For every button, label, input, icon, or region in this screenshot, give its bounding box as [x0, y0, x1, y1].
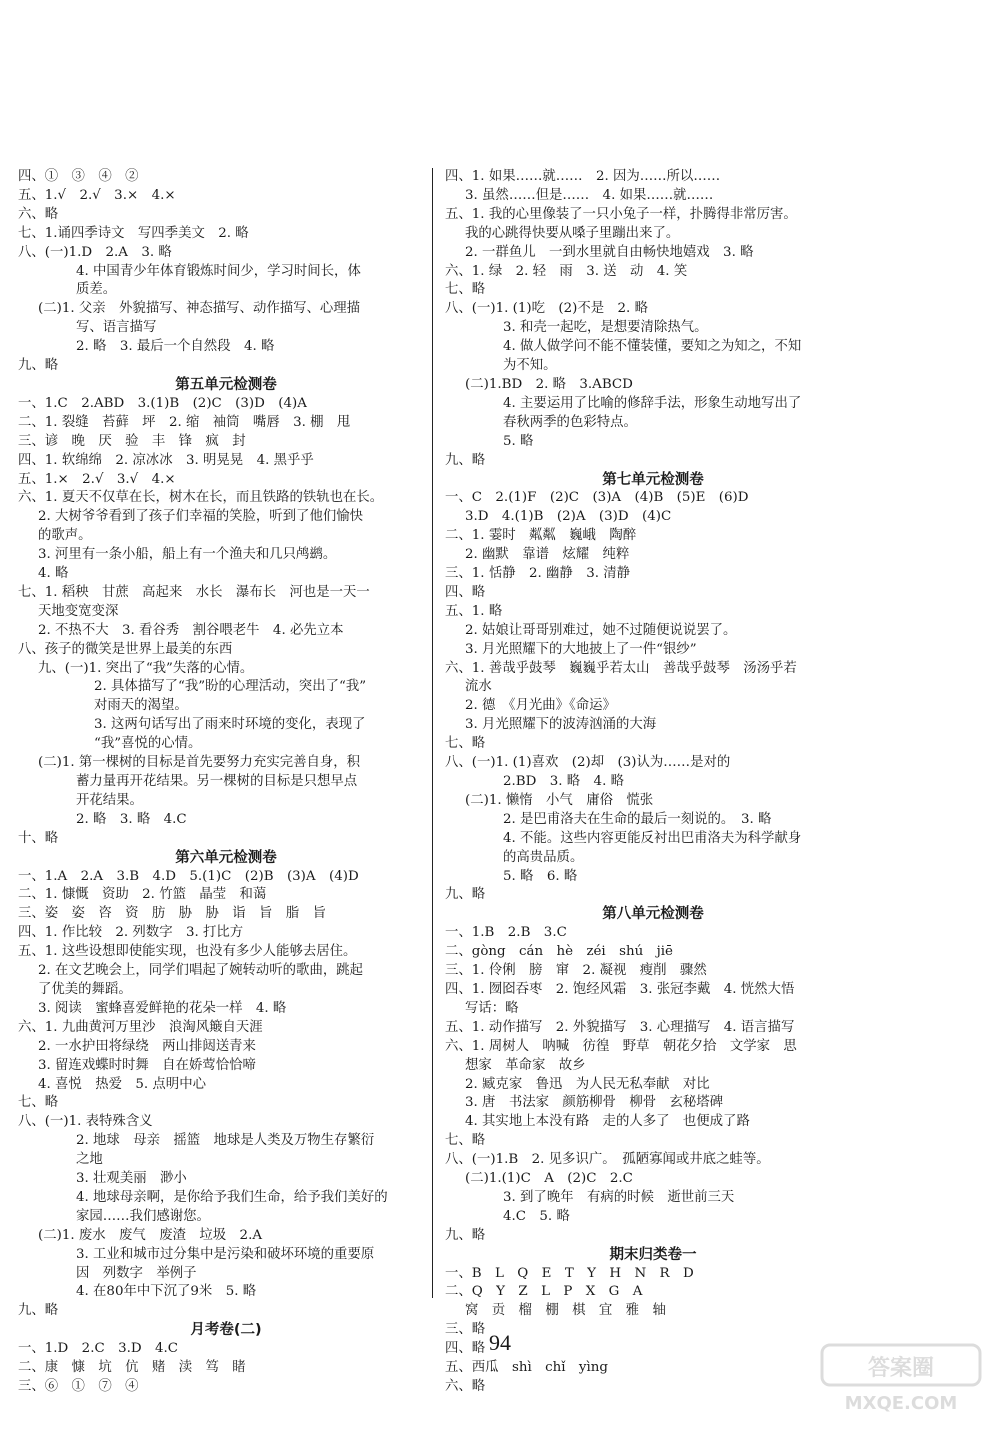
answer-line: 3. 工业和城市过分集中是污染和破坏环境的重要原 — [76, 1246, 375, 1262]
answer-line: 3. 壮观美丽 渺小 — [76, 1171, 187, 1187]
answer-line: 4. 主要运用了比喻的修辞手法，形象生动地写出了 — [503, 395, 802, 411]
answer-line: 2. 地球 母亲 摇篮 地球是人类及万物生存繁衍 — [76, 1133, 375, 1149]
answer-line: 质差。 — [76, 282, 117, 298]
answer-line: 一、1.C 2.ABD 3.(1)B (2)C (3)D (4)A — [18, 395, 307, 411]
answer-line: 3.D 4.(1)B (2)A (3)D (4)C — [465, 509, 672, 525]
answer-line: 写、语言描写 — [76, 320, 157, 336]
answer-line: 窝 贡 榴 棚 棋 宜 雅 轴 — [465, 1303, 666, 1319]
svg-text:答案圈: 答案圈 — [867, 1356, 935, 1381]
answer-line: (二)1. 第一棵树的目标是首先要努力充实完善自身，积 — [38, 755, 361, 771]
answer-line: 4. 不能。这些内容更能反衬出巴甫洛夫为科学献身 — [503, 830, 802, 846]
section-title: 第八单元检测卷 — [602, 906, 704, 923]
answer-line: 为不知。 — [503, 358, 557, 374]
answer-line: 二、gòng cán hè zéi shú jiē — [445, 944, 673, 960]
answer-line: 四、① ③ ④ ② — [18, 169, 139, 184]
answer-line: 一、1.D 2.C 3.D 4.C — [18, 1341, 179, 1357]
answer-line: 之地 — [76, 1152, 103, 1168]
answer-line: 3. 月光照耀下的波涛汹涌的大海 — [465, 717, 657, 733]
answer-line: 六、略 — [18, 206, 59, 222]
answer-line: 八、(一)1.D 2.A 3. 略 — [18, 244, 172, 260]
section-title: 月考卷(二) — [190, 1322, 262, 1339]
page-number: 94 — [489, 1330, 511, 1355]
answer-line: 4. 地球母亲啊，是你给予我们生命，给予我们美好的 — [76, 1189, 388, 1205]
answer-line: 5. 略 — [503, 433, 534, 449]
answer-line: 流水 — [465, 679, 492, 695]
answer-line: 七、1. 稻秧 甘蔗 高起来 水长 瀑布长 河也是一天一 — [18, 584, 370, 600]
section-title: 第七单元检测卷 — [602, 471, 704, 488]
answer-line: 2. 德 《月光曲》《命运》 — [465, 698, 616, 714]
answer-line: 五、西瓜 shì chǐ yìng — [445, 1360, 608, 1376]
section-title: 第五单元检测卷 — [175, 376, 277, 393]
answer-line: 2. 在文艺晚会上，同学们唱起了婉转动听的歌曲，跳起 — [38, 963, 364, 979]
section-title: 第六单元检测卷 — [175, 849, 277, 866]
answer-line: 4.C 5. 略 — [503, 1208, 570, 1224]
answer-line: (二)1. 废水 废气 废渣 垃圾 2.A — [38, 1227, 263, 1243]
answer-line: 七、略 — [18, 1095, 59, 1111]
answer-line: 2. 是巴甫洛夫在生命的最后一刻说的。 3. 略 — [503, 811, 772, 827]
answer-line: 四、略 — [445, 1341, 486, 1357]
answer-line: 四、1. 软绵绵 2. 凉冰冰 3. 明晃晃 4. 黑乎乎 — [18, 452, 314, 468]
answer-line: 三、1. 恬静 2. 幽静 3. 清静 — [445, 566, 631, 582]
answer-line: 蓄力量再开花结果。另一棵树的目标是只想早点 — [76, 774, 358, 789]
answer-line: 九、略 — [18, 358, 59, 374]
answer-line: 二、1. 霎时 粼粼 巍峨 陶醉 — [445, 528, 637, 544]
answer-line: 想家 革命家 故乡 — [465, 1057, 586, 1073]
right-answer-column — [445, 168, 861, 1397]
answer-line: 五、1.√ 2.√ 3.× 4.× — [18, 187, 176, 203]
answer-line: 对雨天的渴望。 — [94, 698, 188, 714]
answer-line: 五、1.× 2.√ 3.√ 4.× — [18, 471, 176, 487]
answer-line: 八、(一)1.B 2. 见多识广。 孤陋寡闻或井底之蛙等。 — [445, 1152, 770, 1168]
answer-line: 2. 一群鱼儿 一到水里就自由畅快地嬉戏 3. 略 — [465, 244, 754, 260]
answer-line: 4. 中国青少年体育锻炼时间少，学习时间长，体 — [76, 263, 361, 279]
answer-line: 七、略 — [445, 282, 486, 298]
answer-line: 2. 大树爷爷看到了孩子们幸福的笑脸，听到了他们愉快 — [38, 509, 364, 525]
answer-line: 2. 一水护田将绿绕 两山排闼送青来 — [38, 1038, 256, 1054]
answer-line: 的歌声。 — [38, 528, 92, 544]
answer-line: 三、⑥ ① ⑦ ④ — [18, 1379, 139, 1394]
answer-line: 一、C 2.(1)F (2)C (3)A (4)B (5)E (6)D — [445, 490, 749, 506]
answer-line: 九、略 — [445, 887, 486, 903]
answer-line: 七、1.诵四季诗文 写四季美文 2. 略 — [18, 225, 249, 241]
answer-line: 八、(一)1. (1)吃 (2)不是 2. 略 — [445, 301, 648, 317]
answer-line: 七、略 — [445, 1133, 486, 1149]
answer-line: 写话：略 — [465, 1000, 519, 1016]
answer-line: 4. 喜悦 热爱 5. 点明中心 — [38, 1076, 206, 1092]
answer-line: 五、1. 我的心里像装了一只小兔子一样，扑腾得非常厉害。 — [445, 206, 797, 222]
answer-line: 三、略 — [445, 1322, 486, 1338]
answer-line: 3. 虽然……但是…… 4. 如果……就…… — [465, 187, 714, 203]
answer-line: 2. 臧克家 鲁迅 为人民无私奉献 对比 — [465, 1076, 710, 1092]
answer-line: 2. 略 3. 最后一个自然段 4. 略 — [76, 339, 275, 355]
answer-line: 三、1. 伶俐 膀 窜 2. 凝视 瘦削 骤然 — [445, 963, 707, 979]
answer-line: 四、略 — [445, 584, 486, 600]
answer-line: 六、1. 九曲黄河万里沙 浪淘风簸自天涯 — [18, 1019, 263, 1035]
answer-line: 四、1. 作比较 2. 列数字 3. 打比方 — [18, 925, 244, 941]
answer-line: 三、谚 晚 厌 验 丰 锋 疯 封 — [18, 433, 246, 449]
answer-line: 九、(一)1. 突出了“我”失落的心情。 — [38, 660, 254, 676]
answer-line: 五、1. 略 — [445, 603, 503, 619]
answer-line: 因 列数字 举例子 — [76, 1265, 197, 1281]
answer-line: 一、1.B 2.B 3.C — [445, 925, 567, 941]
answer-line: 五、1. 动作描写 2. 外貌描写 3. 心理描写 4. 语言描写 — [445, 1019, 795, 1035]
answer-line: 4. 其实地上本没有路 走的人多了 也便成了路 — [465, 1114, 750, 1130]
answer-line: 一、1.A 2.A 3.B 4.D 5.(1)C (2)B (3)A (4)D — [18, 868, 359, 884]
answer-line: 2. 不热不大 3. 看谷秀 割谷喂老牛 4. 必先立本 — [38, 622, 344, 638]
answer-line: 十、略 — [18, 830, 59, 846]
answer-line: 3. 月光照耀下的大地披上了一件“银纱” — [465, 641, 697, 657]
answer-line: 3. 和壳一起吃，是想要清除热气。 — [503, 320, 708, 336]
answer-line: 3. 到了晚年 有病的时候 逝世前三天 — [503, 1189, 735, 1205]
svg-text:MXQE.COM: MXQE.COM — [844, 1393, 958, 1414]
answer-line: 的高贵品质。 — [503, 849, 584, 865]
answer-line: 2. 具体描写了“我”盼的心理活动，突出了“我” — [94, 679, 367, 695]
answer-line: 三、姿 姿 咨 资 肪 胁 胁 诣 旨 脂 旨 — [18, 906, 326, 922]
answer-line: 六、1. 夏天不仅草在长，树木在长，而且铁路的铁轨也在长。 — [18, 490, 384, 506]
answer-line: 家园……我们感谢您。 — [76, 1208, 210, 1224]
answer-line: 八、(一)1. (1)喜欢 (2)却 (3)认为……是对的 — [445, 755, 731, 771]
answer-line: 一、B L Q E T Y H N R D — [445, 1265, 694, 1281]
left-answer-column — [18, 168, 434, 1397]
answer-line: 春秋两季的色彩特点。 — [503, 414, 637, 430]
answer-line: 4. 做人做学问不能不懂装懂，要知之为知之，不知 — [503, 339, 802, 355]
answer-line: (二)1.BD 2. 略 3.ABCD — [465, 376, 633, 392]
answer-line: 2. 略 3. 略 4.C — [76, 811, 187, 827]
answer-line: 四、1. 如果……就…… 2. 因为……所以…… — [445, 169, 721, 184]
answer-line: 八、孩子的微笑是世界上最美的东西 — [18, 641, 233, 657]
answer-line: 八、(一)1. 表特殊含义 — [18, 1114, 153, 1130]
answer-line: 二、Q Y Z L P X G A — [445, 1284, 643, 1300]
answer-line: 了优美的舞蹈。 — [38, 981, 132, 997]
answer-line: 开花结果。 — [76, 792, 143, 808]
answer-line: 二、1. 裂缝 苔藓 坪 2. 缩 袖筒 嘴唇 3. 棚 甩 — [18, 414, 351, 430]
answer-line: 六、1. 绿 2. 轻 雨 3. 送 动 4. 笑 — [445, 263, 688, 279]
answer-line: 3. 这两句话写出了雨来时环境的变化，表现了 — [94, 717, 366, 733]
answer-line: 3. 留连戏蝶时时舞 自在娇莺恰恰啼 — [38, 1057, 256, 1073]
answer-line: 5. 略 6. 略 — [503, 868, 578, 884]
answer-line: 六、1. 周树人 呐喊 彷徨 野草 朝花夕拾 文学家 思 — [445, 1038, 797, 1054]
answer-line: 九、略 — [445, 1227, 486, 1243]
section-title: 期末归类卷一 — [609, 1246, 697, 1263]
answer-line: 4. 略 — [38, 566, 69, 582]
blank-top-margin — [0, 0, 1000, 160]
answer-line: 4. 在80年中下沉了9米 5. 略 — [76, 1284, 257, 1300]
column-divider — [432, 168, 433, 1298]
answer-line: 3. 唐 书法家 颜筋柳骨 柳骨 玄秘塔碑 — [465, 1095, 724, 1111]
answer-line: 2.BD 3. 略 4. 略 — [503, 774, 624, 789]
answer-line: 二、康 慷 坑 伉 赌 渎 笃 睹 — [18, 1360, 246, 1376]
answer-line: 2. 姑娘让哥哥别难过，她不过随便说说罢了。 — [465, 622, 737, 638]
answer-line: (二)1. 父亲 外貌描写、神态描写、动作描写、心理描 — [38, 301, 361, 317]
answer-line: (二)1. 懒惰 小气 庸俗 慌张 — [465, 792, 654, 808]
answer-line: 2. 幽默 靠谱 炫耀 纯粹 — [465, 547, 630, 563]
answer-line: 六、1. 善哉乎鼓琴 巍巍乎若太山 善哉乎鼓琴 汤汤乎若 — [445, 660, 797, 676]
answer-line: 3. 阅读 蜜蜂喜爱鲜艳的花朵一样 4. 略 — [38, 1000, 287, 1016]
answer-line: 二、1. 慷慨 资助 2. 竹篮 晶莹 和蔼 — [18, 887, 267, 903]
answer-line: 九、略 — [445, 452, 486, 468]
answer-line: 3. 河里有一条小船，船上有一个渔夫和几只鸬鹚。 — [38, 547, 337, 563]
answer-line: 七、略 — [445, 736, 486, 752]
answer-line: 五、1. 这些设想即使能实现，也没有多少人能够去居住。 — [18, 944, 357, 960]
answer-line: (二)1.(1)C A (2)C 2.C — [465, 1171, 633, 1187]
answer-line: 天地变宽变深 — [38, 603, 119, 619]
answer-line: 四、1. 囫囵吞枣 2. 饱经风霜 3. 张冠李戴 4. 恍然大悟 — [445, 981, 795, 997]
answer-line: “我”喜悦的心情。 — [94, 736, 202, 752]
answer-line: 六、略 — [445, 1379, 486, 1394]
answer-line: 我的心跳得快要从嗓子里蹦出来了。 — [465, 225, 680, 241]
answer-line: 九、略 — [18, 1303, 59, 1319]
